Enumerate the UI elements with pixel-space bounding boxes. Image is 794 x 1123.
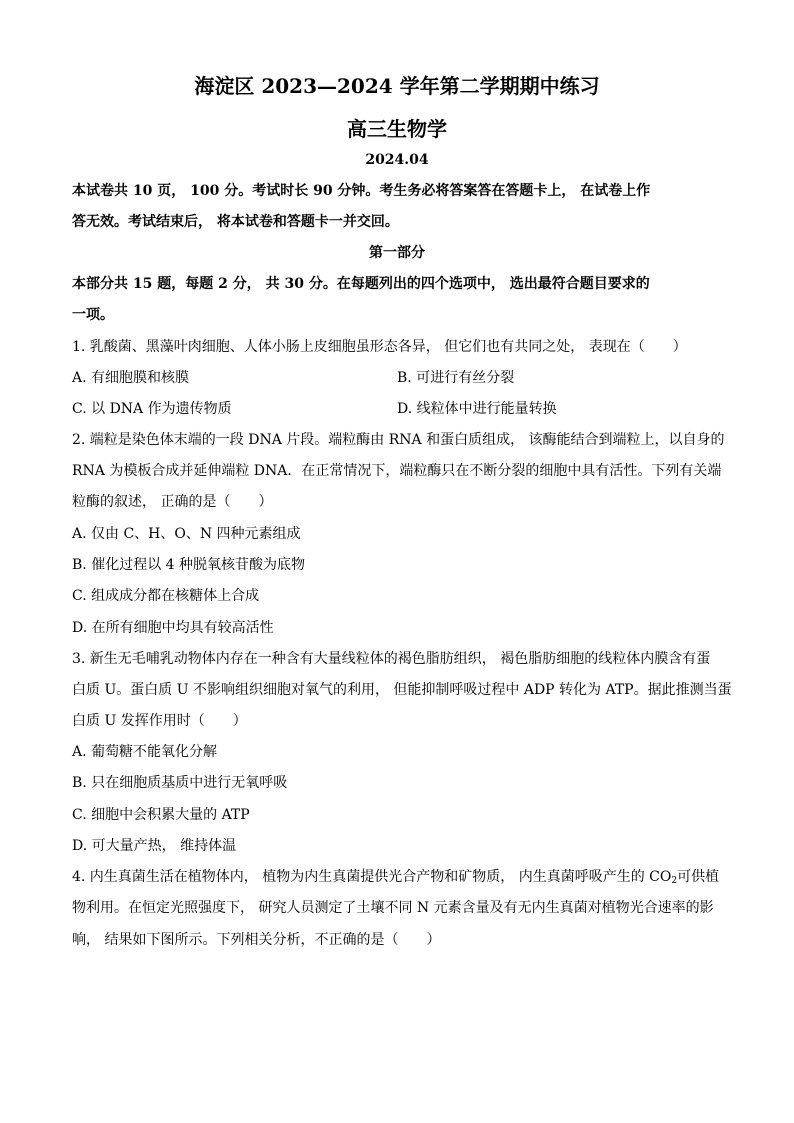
instructions-line-2: 答无效。考试结束后， 将本试卷和答题卡一并交回。 (72, 214, 399, 230)
section-intro-line-2: 一项。 (72, 307, 114, 323)
q3-stem-line-1: 3. 新生无毛哺乳动物体内存在一种含有大量线粒体的褐色脂肪组织， 褐色脂肪细胞的线粒体内膜含有蛋 (72, 651, 711, 667)
exam-subject: 高三生物学 (347, 117, 447, 141)
q2-option-a: A. 仅由 C、H、O、N 四种元素组成 (72, 526, 301, 542)
q4-stem-text-end: 可供植 (677, 869, 720, 885)
exam-date: 2024.04 (365, 152, 429, 168)
q1-option-d: D. 线粒体中进行能量转换 (397, 401, 557, 417)
q3-option-c: C. 细胞中会积累大量的 ATP (72, 807, 250, 823)
q4-stem-line-1 (72, 867, 719, 887)
q4-stem-line-2: 物利用。在恒定光照强度下， 研究人员测定了土壤不同 N 元素含量及有无内生真菌对植物光合速率的影 (72, 900, 714, 916)
q3-option-a: A. 葡萄糖不能氧化分解 (72, 744, 218, 760)
q1-stem: 1. 乳酸菌、黑藻叶肉细胞、人体小肠上皮细胞虽形态各异， 但它们也有共同之处， 表现在（ ） (72, 339, 687, 355)
q1-option-b: B. 可进行有丝分裂 (397, 370, 515, 386)
q3-option-b: B. 只在细胞质基质中进行无氧呼吸 (72, 775, 288, 791)
q4-stem-line-3: 响， 结果如下图所示。下列相关分析，不正确的是（ ） (72, 932, 441, 948)
q2-stem-line-3: 粒酶的叙述， 正确的是（ ） (72, 494, 273, 510)
q1-option-a: A. 有细胞膜和核膜 (72, 370, 190, 386)
q2-option-d: D. 在所有细胞中均具有较高活性 (72, 620, 274, 636)
q2-option-c: C. 组成成分都在核糖体上合成 (72, 588, 260, 604)
exam-title: 海淀区 2023—2024 学年第二学期期中练习 (194, 74, 600, 98)
instructions-line-1: 本试卷共 10 页， 100 分。考试时长 90 分钟。考生务必将答案答在答题卡上， 在试卷上作 (72, 183, 651, 199)
q2-stem-line-1: 2. 端粒是染色体末端的一段 DNA 片段。端粒酶由 RNA 和蛋白质组成， 该酶能结合到端粒上，以自身的 (72, 432, 725, 448)
section-intro-line-1: 本部分共 15 题，每题 2 分， 共 30 分。在每题列出的四个选项中， 选出最符合题目要求的 (72, 276, 650, 292)
q3-option-d: D. 可大量产热， 维持体温 (72, 838, 237, 854)
q2-option-b: B. 催化过程以 4 种脱氧核苷酸为底物 (72, 557, 305, 573)
q3-stem-line-2: 白质 U。蛋白质 U 不影响组织细胞对氧气的利用， 但能抑制呼吸过程中 ADP 转化为 ATP。据此推测当蛋 (72, 682, 732, 698)
section-title: 第一部分 (369, 245, 425, 261)
q1-option-c: C. 以 DNA 作为遗传物质 (72, 401, 232, 417)
q2-stem-line-2: RNA 为模板合成并延伸端粒 DNA．在正常情况下，端粒酶只在不断分裂的细胞中具有活性。下列有关端 (72, 463, 722, 479)
q4-stem-text: 4. 内生真菌生活在植物体内， 植物为内生真菌提供光合产物和矿物质， 内生真菌呼吸产生的 CO (72, 869, 672, 885)
co2-subscript: 2 (671, 876, 678, 886)
q3-stem-line-3: 白质 U 发挥作用时（ ） (72, 713, 247, 729)
